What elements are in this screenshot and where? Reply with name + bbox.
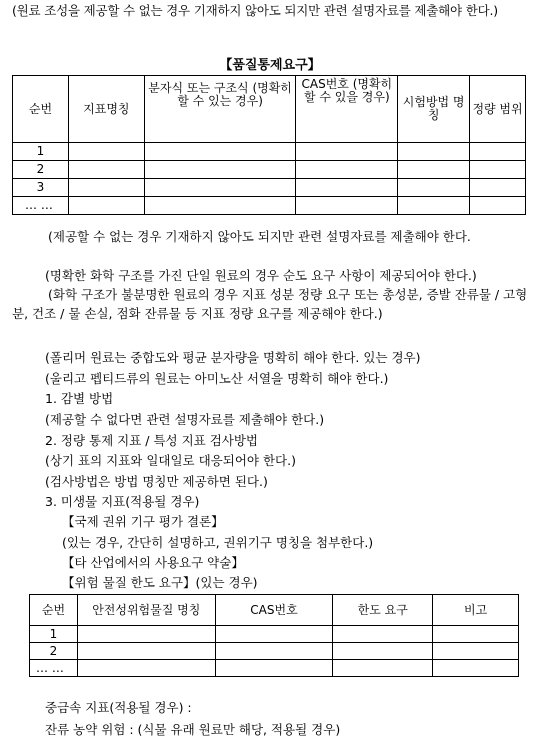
col-header-test-method: 시험방법 명칭 <box>398 76 470 143</box>
section-title: 【품질통제요구】 <box>219 58 321 73</box>
col-header-no: 순번 <box>13 76 69 143</box>
row-number: 3 <box>13 179 69 197</box>
col-header-limit: 한도 요구 <box>333 595 433 626</box>
row-number: … … <box>13 197 69 215</box>
table-row <box>30 643 519 660</box>
col-header-remarks: 비고 <box>433 595 519 626</box>
note-method-name: (검사방법은 방법 명칭만 제공하면 된다.) <box>45 474 268 489</box>
note-cannot-provide: (제공할 수 없는 경우 기재하지 않아도 되지만 관련 설명자료를 제출해야 한다. <box>48 229 471 244</box>
note-identification: (제공할 수 없다면 관련 설명자료를 제출해야 한다.) <box>45 412 325 427</box>
heading-international-evaluation: 【국제 권위 기구 평가 결론】 <box>62 514 224 529</box>
note-polymer: (폴리머 원료는 중합도와 평균 분자량을 명확히 해야 한다. 있는 경우) <box>45 350 421 365</box>
quality-control-table <box>12 75 526 215</box>
table-row <box>30 626 519 643</box>
col-header-cas: CAS번호 (명확히 할 수 있을 경우) <box>296 76 398 143</box>
note-unclear-structure: (화학 구조가 불분명한 원료의 경우 지표 성분 정량 요구 또는 총성분, 증발 잔류물 / 고형분, 건조 / 물 손실, 점화 잔류물 등 지표 정량 요구를 제공해야 한다.) <box>12 287 528 321</box>
row-number: 1 <box>30 626 78 643</box>
col-header-indicator-name: 지표명칭 <box>68 76 144 143</box>
table-header-row <box>30 595 519 626</box>
heavy-metal-indicator: 중금속 지표(적용될 경우) : <box>45 700 192 715</box>
intro-note: (원료 조성을 제공할 수 없는 경우 기재하지 않아도 되지만 관련 설명자료를 제출해야 한다.) <box>12 3 498 18</box>
table-row <box>13 143 526 161</box>
heading-other-industry: 【타 산업에서의 사용요구 약술】 <box>62 555 244 570</box>
heading-identification: 1. 감별 방법 <box>45 391 114 406</box>
heading-test-method: 2. 정량 통제 지표 / 특성 지표 검사방법 <box>45 433 259 448</box>
note-authority: (있는 경우, 간단히 설명하고, 권위기구 명칭을 첨부한다.) <box>62 535 374 550</box>
col-header-cas: CAS번호 <box>215 595 333 626</box>
table-header-row <box>13 76 526 143</box>
heading-microbial: 3. 미생물 지표(적용될 경우) <box>45 494 200 509</box>
row-number: 2 <box>13 161 69 179</box>
heading-hazard-limit: 【위험 물질 한도 요구】(있는 경우) <box>62 575 258 590</box>
hazard-limit-table <box>29 594 519 677</box>
col-header-hazard-name: 안전성위험물질 명칭 <box>77 595 215 626</box>
note-peptide: (울리고 펩티드류의 원료는 아미노산 서열을 명확히 해야 한다.) <box>45 371 389 386</box>
col-header-formula: 분자식 또는 구조식 (명확히 할 수 있는 경우) <box>144 76 296 143</box>
col-header-no: 순번 <box>30 595 78 626</box>
row-number: 2 <box>30 643 78 660</box>
row-number: 1 <box>13 143 69 161</box>
table-row <box>30 660 519 677</box>
table-row <box>13 179 526 197</box>
col-header-range: 정량 범위 <box>470 76 526 143</box>
note-purity: (명확한 화학 구조를 가진 단일 원료의 경우 순도 요구 사항이 제공되어야 한다.) <box>45 268 477 283</box>
table-row <box>13 161 526 179</box>
table-row <box>13 197 526 215</box>
note-one-to-one: (상기 표의 지표와 일대일로 대응되어야 한다.) <box>45 453 296 468</box>
row-number: … … <box>30 660 78 677</box>
pesticide-residue-risk: 잔류 농약 위험 : (식물 유래 원료만 해당, 적용될 경우) <box>45 722 341 737</box>
